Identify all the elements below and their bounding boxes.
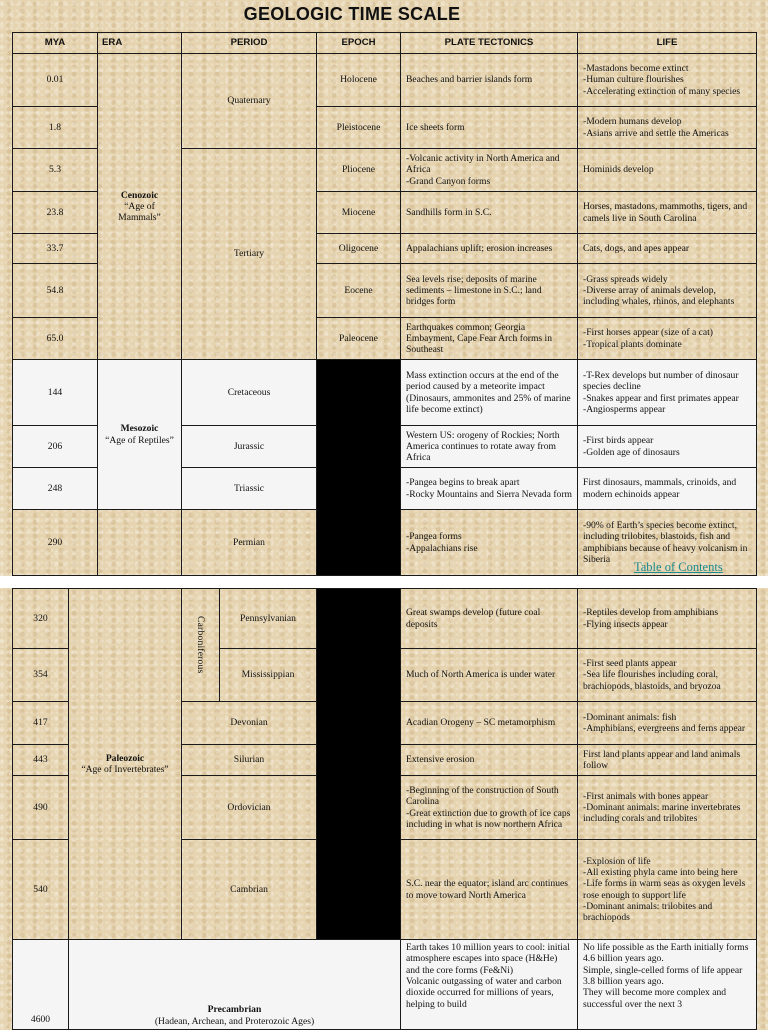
life-cell: -Dominant animals: fish -Amphibians, evergreens and ferns appear <box>578 702 757 745</box>
epoch-cell: Eocene <box>317 264 401 318</box>
plate-cell: -Pangea forms -Appalachians rise <box>401 510 578 576</box>
period-cambrian: Cambrian <box>182 840 317 940</box>
plate-cell: -Volcanic activity in North America and Africa -Grand Canyon forms <box>401 149 578 192</box>
plate-cell: Acadian Orogeny – SC metamorphism <box>401 702 578 745</box>
life-cell: Horses, mastadons, mammoths, tigers, and camels live in South Carolina <box>578 192 757 234</box>
header-period: PERIOD <box>182 33 317 54</box>
mya-cell: 443 <box>13 745 69 776</box>
mya-cell: 33.7 <box>13 234 98 264</box>
header-life: LIFE <box>578 33 757 54</box>
era-subtitle: (Hadean, Archean, and Proterozoic Ages) <box>154 1015 315 1027</box>
geologic-time-table-upper <box>12 32 757 576</box>
period-jurassic: Jurassic <box>182 426 317 468</box>
life-cell: -First seed plants appear -Sea life flourishes including coral, brachiopods, blastoids, and bryozoa <box>578 649 757 702</box>
life-cell: -Explosion of life -All existing phyla came into being here -Life forms in warm seas as oxygen levels rose enough to support life -Dominant animals: trilobites and brachiopods <box>578 840 757 940</box>
life-cell: First dinosaurs, mammals, crinoids, and modern echinoids appear <box>578 468 757 510</box>
period-carboniferous <box>182 589 220 702</box>
plate-cell: Great swamps develop (future coal deposits <box>401 589 578 649</box>
plate-cell: Appalachians uplift; erosion increases <box>401 234 578 264</box>
period-carboniferous-label: Carboniferous <box>195 616 207 674</box>
mya-cell: 540 <box>13 840 69 940</box>
mya-cell: 417 <box>13 702 69 745</box>
era-subtitle: “Age of Invertebrates” <box>81 764 169 775</box>
life-cell: -90% of Earth’s species become extinct, including trilobites, blastoids, fish and amphibians because of heavy volcanism in Siberia <box>578 510 757 576</box>
table-row <box>13 54 757 107</box>
header-mya: MYA <box>13 33 98 54</box>
life-cell: First land plants appear and land animals follow <box>578 745 757 776</box>
era-cenozoic <box>98 54 182 360</box>
period-silurian: Silurian <box>182 745 317 776</box>
epoch-cell: Pliocene <box>317 149 401 192</box>
header-epoch: EPOCH <box>317 33 401 54</box>
mya-cell: 65.0 <box>13 318 98 360</box>
header-row <box>13 33 757 54</box>
era-precambrian <box>69 940 401 1030</box>
era-name: Mesozoic <box>120 423 159 435</box>
epoch-cell: Miocene <box>317 192 401 234</box>
epoch-cell: Paleocene <box>317 318 401 360</box>
era-subtitle: “Age of Mammals” <box>118 200 161 224</box>
plate-cell: Western US: orogeny of Rockies; North America continues to rotate away from Africa <box>401 426 578 468</box>
era-name: Cenozoic <box>120 189 159 201</box>
period-quaternary: Quaternary <box>182 54 317 149</box>
table-of-contents-link[interactable]: Table of Contents <box>634 560 723 574</box>
plate-cell: Earth takes 10 million years to cool: initial atmosphere escapes into space (H&He) and the core forms (Fe&Ni) Volcanic outgassing of water and carbon dioxide occurred for millions of years, helping to build <box>401 940 578 1030</box>
era-paleozoic <box>69 589 182 940</box>
life-cell: -First birds appear -Golden age of dinosaurs <box>578 426 757 468</box>
era-name: Paleozoic <box>105 752 145 764</box>
period-triassic: Triassic <box>182 468 317 510</box>
mya-cell: 0.01 <box>13 54 98 107</box>
life-cell: -First animals with bones appear -Dominant animals: marine invertebrates including corals and trilobites <box>578 776 757 840</box>
period-devonian: Devonian <box>182 702 317 745</box>
page-title: GEOLOGIC TIME SCALE <box>243 4 461 24</box>
table-row <box>13 360 757 426</box>
subperiod-cell: Pennsylvanian <box>220 589 317 649</box>
epoch-blank-block <box>317 360 401 576</box>
plate-cell: Mass extinction occurs at the end of the period caused by a meteorite impact (Dinosaurs, ammonites and 25% of marine life become extinct) <box>401 360 578 426</box>
subperiod-cell: Mississippian <box>220 649 317 702</box>
life-cell: Hominids develop <box>578 149 757 192</box>
epoch-cell: Oligocene <box>317 234 401 264</box>
mya-cell: 1.8 <box>13 107 98 149</box>
epoch-cell: Holocene <box>317 54 401 107</box>
plate-cell: Sandhills form in S.C. <box>401 192 578 234</box>
period-tertiary: Tertiary <box>182 149 317 360</box>
epoch-blank-block <box>317 589 401 940</box>
life-cell: -Grass spreads widely -Diverse array of animals develop, including whales, rhinos, and elephants <box>578 264 757 318</box>
plate-cell: Ice sheets form <box>401 107 578 149</box>
era-mesozoic <box>98 360 182 510</box>
period-cretaceous: Cretaceous <box>182 360 317 426</box>
header-era: ERA <box>98 33 182 54</box>
plate-cell: Beaches and barrier islands form <box>401 54 578 107</box>
era-subtitle: “Age of Reptiles” <box>105 434 174 446</box>
page-break <box>0 576 768 588</box>
period-ordovician: Ordovician <box>182 776 317 840</box>
epoch-cell: Pleistocene <box>317 107 401 149</box>
plate-cell: S.C. near the equator; island arc continues to move toward North America <box>401 840 578 940</box>
mya-cell: 54.8 <box>13 264 98 318</box>
table-row <box>13 940 757 1030</box>
plate-cell: -Beginning of the construction of South Carolina -Great extinction due to growth of ice caps including in what is now northern Africa <box>401 776 578 840</box>
mya-cell: 290 <box>13 510 98 576</box>
geologic-time-table-lower <box>12 588 757 1030</box>
life-cell: -T-Rex develops but number of dinosaur species decline -Snakes appear and first primates appear -Angiosperms appear <box>578 360 757 426</box>
era-blank-cell <box>98 510 182 576</box>
plate-cell: Earthquakes common; Georgia Embayment, Cape Fear Arch forms in Southeast <box>401 318 578 360</box>
plate-cell: -Pangea begins to break apart -Rocky Mountains and Sierra Nevada form <box>401 468 578 510</box>
mya-cell: 23.8 <box>13 192 98 234</box>
plate-cell: Extensive erosion <box>401 745 578 776</box>
table-row <box>13 589 757 649</box>
life-cell: -Mastadons become extinct -Human culture flourishes -Accelerating extinction of many species <box>578 54 757 107</box>
life-cell: -First horses appear (size of a cat) -Tropical plants dominate <box>578 318 757 360</box>
mya-cell: 144 <box>13 360 98 426</box>
header-plate-tectonics: PLATE TECTONICS <box>401 33 578 54</box>
mya-cell: 320 <box>13 589 69 649</box>
mya-cell: 248 <box>13 468 98 510</box>
period-permian: Permian <box>182 510 317 576</box>
mya-cell: 4600 <box>13 940 69 1030</box>
mya-cell: 490 <box>13 776 69 840</box>
life-cell: Cats, dogs, and apes appear <box>578 234 757 264</box>
mya-cell: 354 <box>13 649 69 702</box>
era-name: Precambrian <box>207 1004 262 1016</box>
plate-cell: Much of North America is under water <box>401 649 578 702</box>
life-cell: -Reptiles develop from amphibians -Flying insects appear <box>578 589 757 649</box>
mya-cell: 5.3 <box>13 149 98 192</box>
life-cell: No life possible as the Earth initially forms 4.6 billion years ago. Simple, single-celled forms of life appear 3.8 billion years ago. They will become more complex and successful over the next 3 <box>578 940 757 1030</box>
mya-cell: 206 <box>13 426 98 468</box>
plate-cell: Sea levels rise; deposits of marine sediments – limestone in S.C.; land bridges form <box>401 264 578 318</box>
life-cell: -Modern humans develop -Asians arrive and settle the Americas <box>578 107 757 149</box>
